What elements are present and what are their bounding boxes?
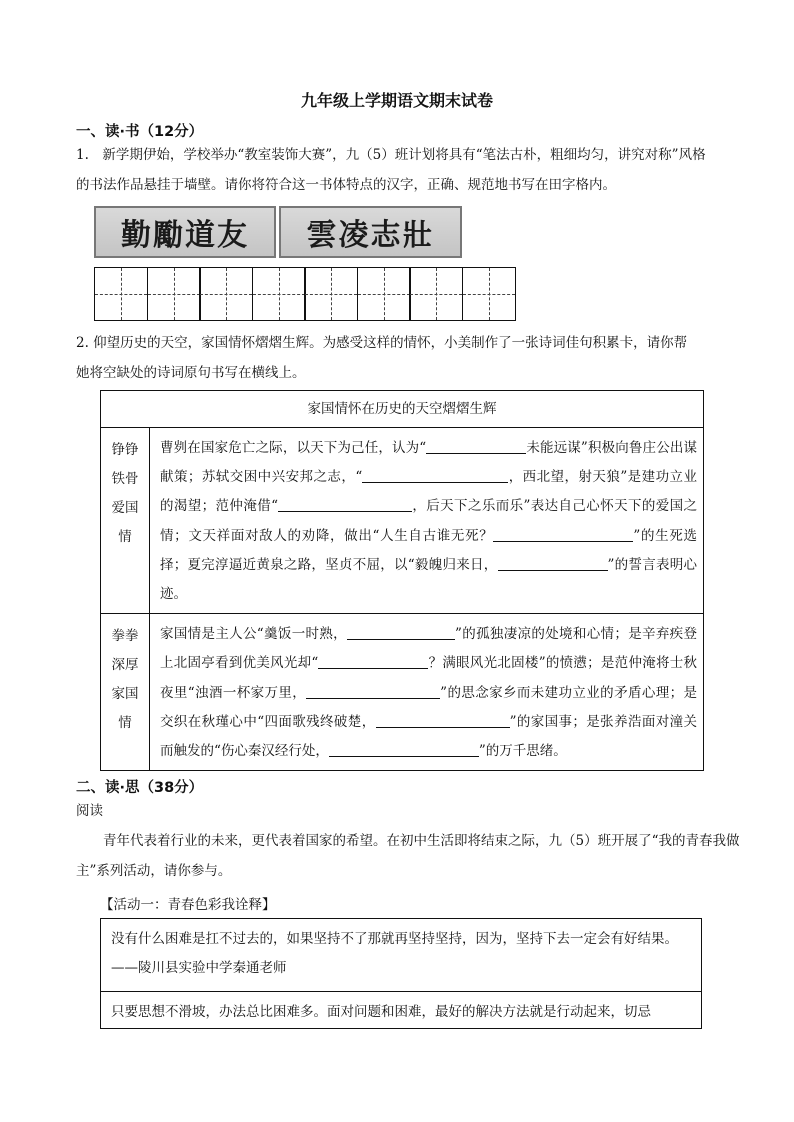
row-1-category-line: 情 bbox=[118, 529, 132, 545]
fill-blank-5[interactable] bbox=[498, 556, 608, 571]
text-segment: ”的家国事；是张养浩面对潼关而触发的“伤心秦汉经行处， bbox=[160, 713, 697, 760]
fill-blank-4[interactable] bbox=[493, 527, 633, 542]
text-segment: ”的誓言表明心迹。 bbox=[160, 556, 698, 603]
fill-blank-3[interactable] bbox=[278, 497, 412, 512]
row-1-category bbox=[101, 428, 150, 614]
quote-box bbox=[100, 918, 702, 1029]
row-1-category-line: 铮铮 bbox=[111, 442, 139, 458]
fill-blank-8[interactable] bbox=[306, 684, 440, 699]
text-segment: ，后天下之乐而乐”表达自己心怀天下的爱国之情；文天祥面对敌人的劝降，做出“人生自古谁无死？ bbox=[160, 498, 698, 544]
row-2-category-line: 情 bbox=[118, 715, 132, 732]
question-1-line-2: 的书法作品悬挂于墙壁。请你将符合这一书体特点的汉字，正确、规范地书写在田字格内。 bbox=[76, 177, 616, 193]
reading-label: 阅读 bbox=[76, 803, 103, 819]
row-2-category-line: 深厚 bbox=[111, 657, 139, 674]
tianzige-cell[interactable] bbox=[94, 267, 148, 321]
question-2-text bbox=[76, 328, 756, 388]
poetry-card-table bbox=[100, 390, 704, 771]
quote-2 bbox=[101, 992, 701, 1028]
text-segment: ”的孤独凄凉的处境和心情；是辛弃疾登上北固亭看到优美风光却“ bbox=[160, 626, 698, 672]
intro-line-2: 我做主”系列活动，请你参与。 bbox=[76, 833, 740, 879]
poetry-card-header: 家国情怀在历史的天空熠熠生辉 bbox=[101, 391, 704, 428]
tianzige-cell[interactable] bbox=[304, 267, 358, 321]
section-2-heading: 二、读·思（38分） bbox=[76, 780, 204, 796]
seal-script-image-right bbox=[279, 206, 462, 258]
intro-line-1: 青年代表着行业的未来，更代表着国家的希望。在初中生活即将结束之际，九（5）班开展了“我的青春 bbox=[103, 833, 713, 849]
activity-1-title: 【活动一：青春色彩我诠释】 bbox=[100, 897, 276, 913]
text-segment: ，西北望，射天狼”是建功立业的渴望；范仲淹借“ bbox=[160, 469, 697, 515]
row-1-category-line: 铁骨 bbox=[111, 471, 139, 487]
seal-script-glyphs-left: 勤勵道友 bbox=[121, 218, 249, 253]
text-segment: 曹刿在国家危亡之际，以天下为己任，认为“ bbox=[160, 440, 427, 456]
seal-script-image-left bbox=[94, 206, 276, 258]
row-2-content bbox=[150, 614, 704, 771]
text-segment: 未能远谋”积极向鲁庄公出谋献策；苏轼交困中兴安邦之志，“ bbox=[160, 440, 697, 486]
tianzige-cell[interactable] bbox=[147, 267, 201, 321]
exam-title: 九年级上学期语文期末试卷 bbox=[300, 91, 493, 110]
row-1-content bbox=[150, 428, 704, 614]
text-segment: ”的生死选择；夏完淳逼近黄泉之路，坚贞不屈，以“毅魄归来日， bbox=[160, 527, 697, 573]
row-1-category-line: 爱国 bbox=[111, 500, 139, 516]
fill-blank-6[interactable] bbox=[347, 625, 455, 640]
row-2-category-line: 拳拳 bbox=[111, 628, 139, 645]
quote-1-text: 没有什么困难是扛不过去的，如果坚持不了那就再坚持坚持，因为，坚持下去一定会有好结果。 bbox=[111, 931, 678, 947]
text-segment: ？满眼风光北固楼”的愤懑；是范仲淹将士秋夜里“浊酒一杯家万里， bbox=[160, 655, 697, 701]
text-segment: ”的思念家乡而未建功立业的矛盾心理；是交织在秋瑾心中“四面歌残终破楚， bbox=[160, 684, 698, 730]
fill-blank-7[interactable] bbox=[318, 654, 428, 669]
row-2-category-line: 家国 bbox=[111, 686, 139, 703]
fill-blank-1[interactable] bbox=[426, 439, 526, 454]
question-1-line-1: 1. 新学期伊始，学校举办“教室装饰大赛”，九（5）班计划将具有“笔法古朴，粗细均匀，讲究对称”风格 bbox=[76, 147, 706, 163]
tianzige-cell[interactable] bbox=[357, 267, 411, 321]
quote-2-text: 只要思想不滑坡，办法总比困难多。面对问题和困难，最好的解决方法就是行动起来，切忌 bbox=[111, 1004, 651, 1020]
question-1-text bbox=[76, 140, 756, 200]
question-2-line-1: 2. 仰望历史的天空，家国情怀熠熠生辉。为感受这样的情怀，小美制作了一张诗词佳句积累卡，请你帮 bbox=[76, 335, 688, 351]
tianzige-cell[interactable] bbox=[252, 267, 306, 321]
quote-1-source: ——陵川县实验中学秦通老师 bbox=[111, 960, 287, 976]
section-2-intro bbox=[76, 826, 756, 886]
tianzige-cell[interactable] bbox=[462, 267, 516, 321]
seal-script-glyphs-right: 雲凌志壯 bbox=[306, 218, 435, 253]
fill-blank-2[interactable] bbox=[362, 468, 508, 483]
tianzige-cell[interactable] bbox=[199, 267, 253, 321]
tianzige-grid[interactable] bbox=[94, 267, 516, 321]
row-2-category bbox=[101, 614, 150, 771]
fill-blank-9[interactable] bbox=[376, 713, 510, 728]
section-1-heading: 一、读·书（12分） bbox=[76, 124, 204, 140]
quote-1 bbox=[101, 919, 701, 992]
text-segment: ”的万千思绪。 bbox=[478, 743, 567, 760]
question-2-line-2: 她将空缺处的诗词原句书写在横线上。 bbox=[76, 365, 306, 381]
tianzige-cell[interactable] bbox=[409, 267, 463, 321]
text-segment: 家国情是主人公“羹饭一时熟， bbox=[160, 626, 348, 643]
fill-blank-10[interactable] bbox=[329, 742, 479, 757]
